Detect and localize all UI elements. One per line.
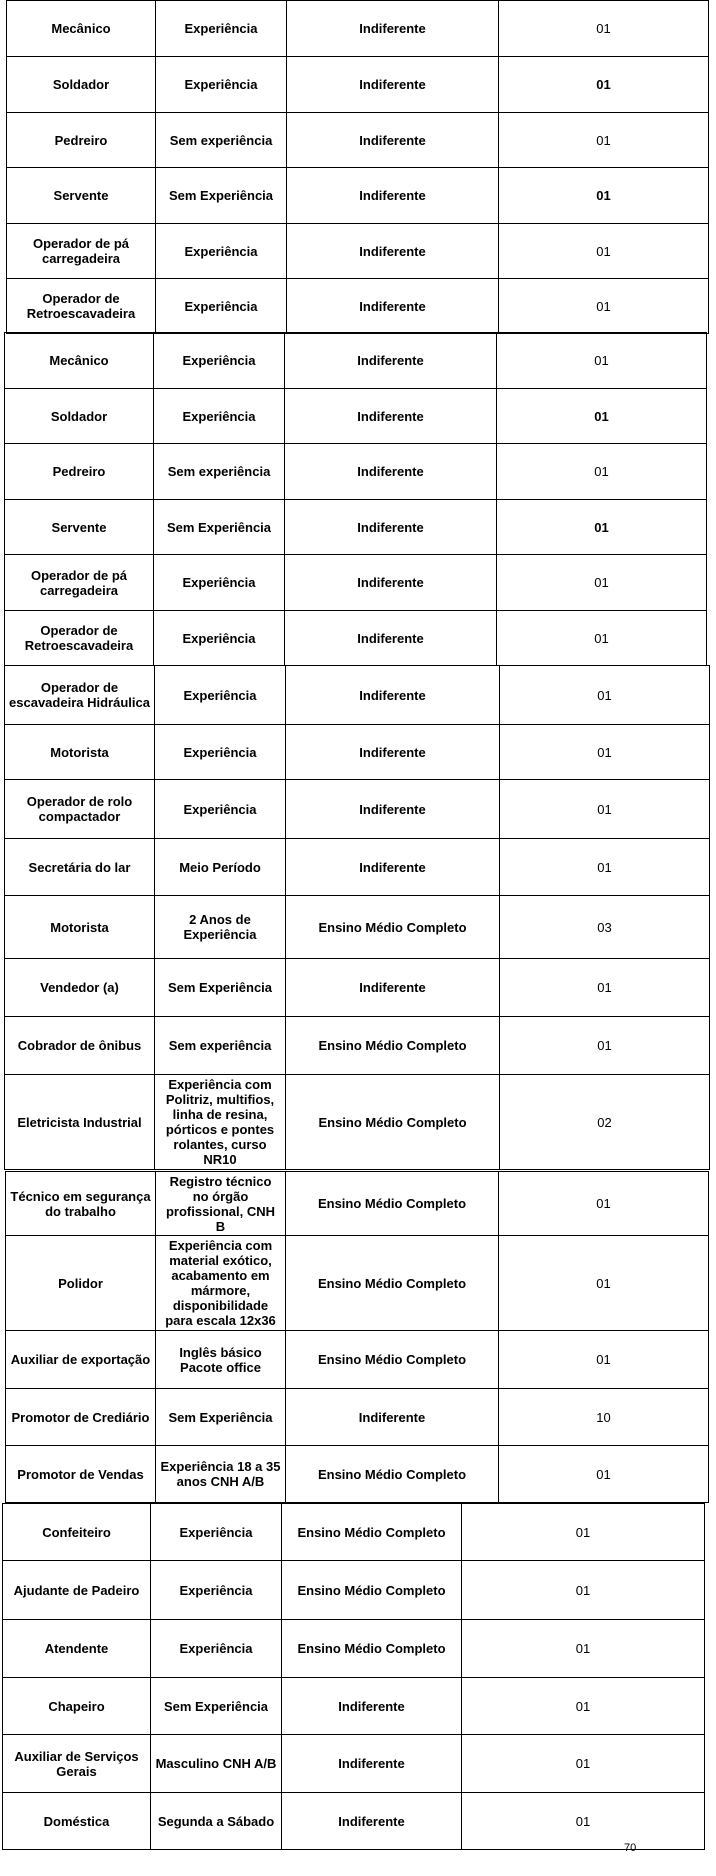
education-cell: Ensino Médio Completo [286, 1331, 499, 1389]
education-cell: Indiferente [287, 1, 499, 57]
job-table-3 [4, 665, 710, 1170]
role-cell: Soldador [7, 57, 156, 113]
table-row [6, 1236, 709, 1331]
education-cell: Ensino Médio Completo [286, 1075, 500, 1170]
education-cell: Indiferente [285, 444, 497, 500]
role-cell: Confeiteiro [3, 1504, 151, 1561]
experience-cell: Sem experiência [154, 444, 285, 500]
education-cell: Indiferente [285, 389, 497, 444]
vacancies-cell: 01 [497, 555, 707, 611]
education-cell: Indiferente [287, 57, 499, 113]
experience-cell: Sem Experiência [155, 959, 286, 1017]
table-row [5, 611, 707, 666]
vacancies-cell: 01 [500, 959, 710, 1017]
vacancies-cell: 01 [500, 839, 710, 896]
vacancies-cell: 01 [499, 1172, 709, 1236]
experience-cell: Experiência [156, 279, 287, 334]
education-cell: Indiferente [285, 500, 497, 555]
vacancies-cell: 01 [500, 666, 710, 725]
vacancies-cell: 01 [497, 333, 707, 389]
vacancies-cell: 01 [499, 57, 709, 113]
table-row [6, 1172, 709, 1236]
table-row [6, 1331, 709, 1389]
role-cell: Operador de Retroescavadeira [5, 611, 154, 666]
education-cell: Indiferente [282, 1678, 462, 1735]
education-cell: Ensino Médio Completo [286, 896, 500, 959]
education-cell: Ensino Médio Completo [286, 1017, 500, 1075]
vacancies-cell: 01 [500, 780, 710, 839]
role-cell: Técnico em segurança do trabalho [6, 1172, 156, 1236]
table-row [6, 1389, 709, 1446]
education-cell: Ensino Médio Completo [282, 1504, 462, 1561]
education-cell: Indiferente [287, 168, 499, 224]
education-cell: Indiferente [286, 959, 500, 1017]
role-cell: Pedreiro [7, 113, 156, 168]
vacancies-cell: 01 [462, 1793, 705, 1850]
role-cell: Operador de escavadeira Hidráulica [5, 666, 155, 725]
experience-cell: Experiência com Politriz, multifios, linha de resina, pórticos e pontes rolantes, curso NR10 [155, 1075, 286, 1170]
vacancies-cell: 01 [500, 725, 710, 780]
education-cell: Indiferente [287, 224, 499, 279]
role-cell: Motorista [5, 725, 155, 780]
table-row [5, 780, 710, 839]
vacancies-cell: 01 [497, 500, 707, 555]
role-cell: Operador de rolo compactador [5, 780, 155, 839]
experience-cell: Experiência [156, 57, 287, 113]
education-cell: Indiferente [285, 333, 497, 389]
role-cell: Vendedor (a) [5, 959, 155, 1017]
vacancies-cell: 01 [499, 168, 709, 224]
vacancies-cell: 02 [500, 1075, 710, 1170]
vacancies-cell: 01 [462, 1678, 705, 1735]
table-row [5, 1075, 710, 1170]
experience-cell: Experiência [155, 725, 286, 780]
role-cell: Cobrador de ônibus [5, 1017, 155, 1075]
role-cell: Eletricista Industrial [5, 1075, 155, 1170]
education-cell: Ensino Médio Completo [286, 1446, 499, 1503]
table-row [7, 113, 709, 168]
vacancies-cell: 01 [499, 279, 709, 334]
experience-cell: Experiência [156, 1, 287, 57]
experience-cell: Sem experiência [156, 113, 287, 168]
table-row [5, 555, 707, 611]
experience-cell: Meio Período [155, 839, 286, 896]
role-cell: Polidor [6, 1236, 156, 1331]
vacancies-cell: 03 [500, 896, 710, 959]
role-cell: Mecânico [7, 1, 156, 57]
role-cell: Atendente [3, 1620, 151, 1678]
table-row [3, 1735, 705, 1793]
education-cell: Indiferente [287, 279, 499, 334]
job-table-5 [2, 1503, 705, 1850]
experience-cell: Experiência com material exótico, acabamento em mármore, disponibilidade para escala 12x36 [156, 1236, 286, 1331]
table-row [3, 1561, 705, 1620]
vacancies-cell: 01 [462, 1504, 705, 1561]
table-row [5, 389, 707, 444]
role-cell: Servente [7, 168, 156, 224]
role-cell: Operador de pá carregadeira [7, 224, 156, 279]
role-cell: Ajudante de Padeiro [3, 1561, 151, 1620]
experience-cell: Registro técnico no órgão profissional, CNH B [156, 1172, 286, 1236]
experience-cell: Sem Experiência [154, 500, 285, 555]
role-cell: Chapeiro [3, 1678, 151, 1735]
table-row [3, 1504, 705, 1561]
education-cell: Ensino Médio Completo [282, 1620, 462, 1678]
experience-cell: 2 Anos de Experiência [155, 896, 286, 959]
role-cell: Soldador [5, 389, 154, 444]
table-row [5, 725, 710, 780]
role-cell: Promotor de Crediário [6, 1389, 156, 1446]
vacancies-cell: 01 [462, 1735, 705, 1793]
experience-cell: Sem Experiência [151, 1678, 282, 1735]
education-cell: Ensino Médio Completo [282, 1561, 462, 1620]
role-cell: Auxiliar de Serviços Gerais [3, 1735, 151, 1793]
education-cell: Indiferente [285, 555, 497, 611]
experience-cell: Experiência [156, 224, 287, 279]
education-cell: Indiferente [286, 780, 500, 839]
role-cell: Servente [5, 500, 154, 555]
experience-cell: Experiência [154, 389, 285, 444]
education-cell: Indiferente [286, 725, 500, 780]
vacancies-cell: 01 [497, 611, 707, 666]
vacancies-cell: 01 [462, 1561, 705, 1620]
experience-cell: Experiência [154, 333, 285, 389]
role-cell: Doméstica [3, 1793, 151, 1850]
education-cell: Ensino Médio Completo [286, 1236, 499, 1331]
experience-cell: Experiência [151, 1620, 282, 1678]
experience-cell: Sem Experiência [156, 1389, 286, 1446]
education-cell: Indiferente [282, 1793, 462, 1850]
table-row [5, 500, 707, 555]
vacancies-cell: 10 [499, 1389, 709, 1446]
vacancies-cell: 01 [499, 1446, 709, 1503]
vacancies-cell: 01 [499, 1236, 709, 1331]
table-row [5, 896, 710, 959]
vacancies-cell: 01 [499, 113, 709, 168]
experience-cell: Experiência [155, 666, 286, 725]
table-row [5, 959, 710, 1017]
role-cell: Pedreiro [5, 444, 154, 500]
table-row [5, 666, 710, 725]
experience-cell: Experiência [151, 1504, 282, 1561]
table-row [3, 1620, 705, 1678]
experience-cell: Experiência 18 a 35 anos CNH A/B [156, 1446, 286, 1503]
job-table-4 [5, 1171, 709, 1503]
table-row [5, 333, 707, 389]
role-cell: Operador de Retroescavadeira [7, 279, 156, 334]
education-cell: Indiferente [286, 666, 500, 725]
table-row [5, 444, 707, 500]
experience-cell: Sem experiência [155, 1017, 286, 1075]
education-cell: Indiferente [287, 113, 499, 168]
table-row [7, 279, 709, 334]
role-cell: Mecânico [5, 333, 154, 389]
table-row [7, 57, 709, 113]
table-row [7, 168, 709, 224]
vacancies-cell: 01 [499, 1331, 709, 1389]
job-table-2 [4, 332, 707, 666]
education-cell: Indiferente [286, 839, 500, 896]
table-row [5, 1017, 710, 1075]
table-row [3, 1793, 705, 1850]
experience-cell: Experiência [154, 555, 285, 611]
role-cell: Operador de pá carregadeira [5, 555, 154, 611]
role-cell: Promotor de Vendas [6, 1446, 156, 1503]
role-cell: Auxiliar de exportação [6, 1331, 156, 1389]
vacancies-cell: 01 [462, 1620, 705, 1678]
education-cell: Ensino Médio Completo [286, 1172, 499, 1236]
education-cell: Indiferente [282, 1735, 462, 1793]
table-row [7, 224, 709, 279]
job-table-1 [6, 0, 709, 334]
education-cell: Indiferente [286, 1389, 499, 1446]
role-cell: Motorista [5, 896, 155, 959]
vacancies-cell: 01 [499, 1, 709, 57]
experience-cell: Masculino CNH A/B [151, 1735, 282, 1793]
experience-cell: Experiência [151, 1561, 282, 1620]
vacancies-cell: 01 [497, 444, 707, 500]
table-row [5, 839, 710, 896]
table-row [7, 1, 709, 57]
vacancies-cell: 01 [497, 389, 707, 444]
experience-cell: Segunda a Sábado [151, 1793, 282, 1850]
experience-cell: Sem Experiência [156, 168, 287, 224]
role-cell: Secretária do lar [5, 839, 155, 896]
table-row [3, 1678, 705, 1735]
vacancies-cell: 01 [499, 224, 709, 279]
education-cell: Indiferente [285, 611, 497, 666]
page-number: 70 [624, 1842, 637, 1854]
experience-cell: Inglês básico Pacote office [156, 1331, 286, 1389]
experience-cell: Experiência [155, 780, 286, 839]
experience-cell: Experiência [154, 611, 285, 666]
table-row [6, 1446, 709, 1503]
vacancies-cell: 01 [500, 1017, 710, 1075]
